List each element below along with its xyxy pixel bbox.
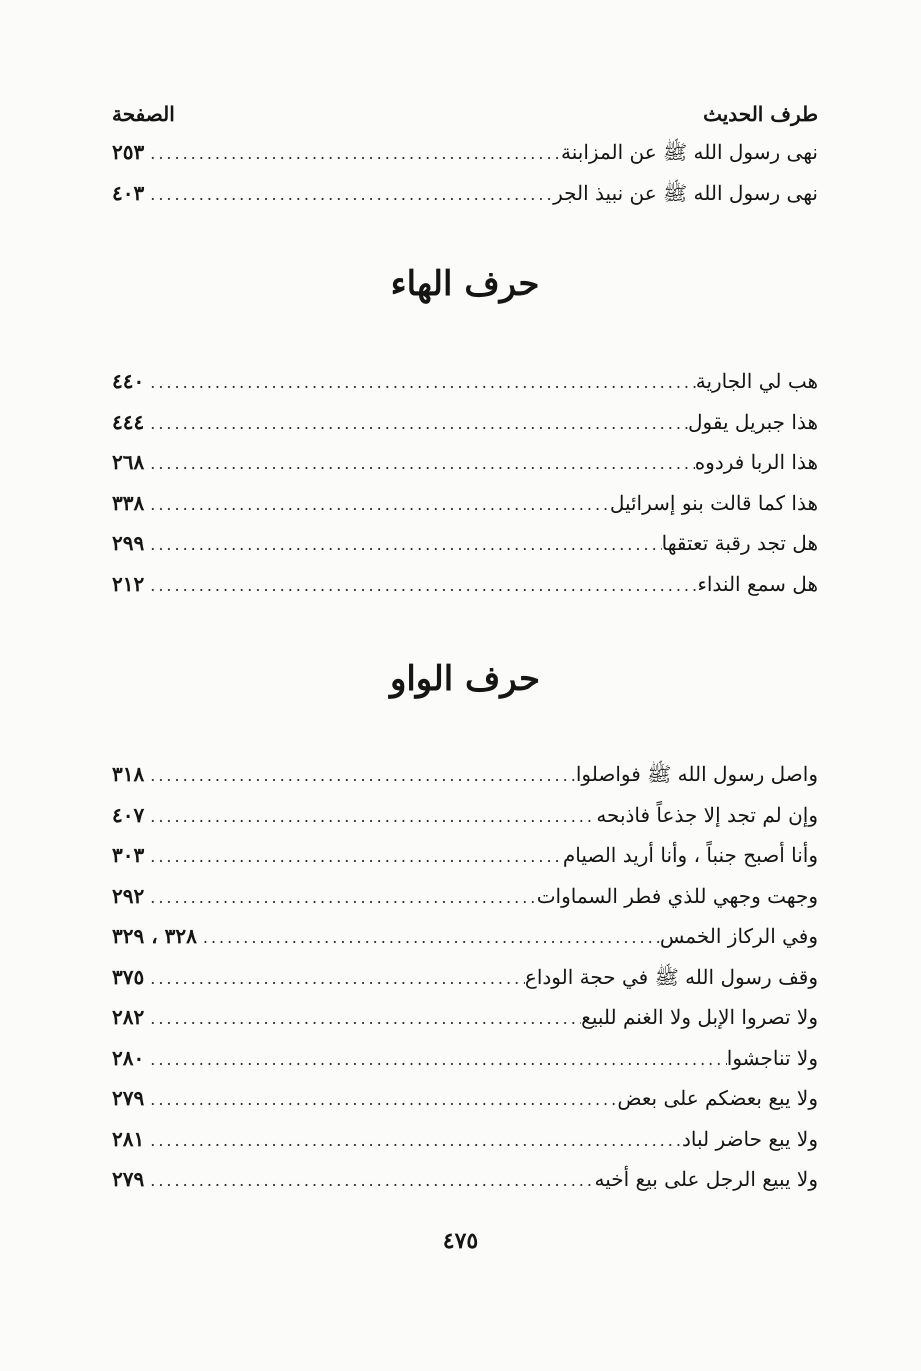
- hadith-text: نهى رسول الله ﷺ عن نبيذ الجر: [553, 180, 818, 205]
- section-title-ha: حرف الهاء: [390, 264, 540, 304]
- list-item: [112, 916, 818, 957]
- page-ref: ٤٠٧: [112, 802, 145, 827]
- list-item: [112, 835, 818, 876]
- hadith-text: وإن لم تجد إلا جذعاً فاذبحه: [596, 802, 818, 827]
- page-ref: ٣١٨: [112, 762, 145, 786]
- list-item: [112, 523, 818, 564]
- leader-dots: [144, 134, 561, 175]
- top-entries-list: [112, 132, 818, 213]
- list-item: [112, 173, 818, 214]
- hadith-text: وجهت وجهي للذي فطر السماوات: [536, 883, 818, 908]
- page-ref: ٤٤٤: [112, 409, 145, 434]
- hadith-text: ولا يبع بعضكم على بعض: [617, 1086, 818, 1110]
- leader-dots: [144, 1080, 617, 1121]
- page-ref: ٢٨١: [112, 1126, 145, 1151]
- page-ref: ٢٨٠: [112, 1045, 145, 1070]
- list-item: [112, 564, 818, 605]
- leader-dots: [144, 999, 581, 1040]
- list-item: [112, 957, 818, 998]
- page-ref: ٢١٢: [112, 571, 145, 596]
- hadith-text: هل سمع النداء: [697, 571, 818, 596]
- page-ref: ٢٩٢: [112, 883, 145, 908]
- page-ref: ٤٤٠: [112, 369, 145, 393]
- list-item: [112, 1078, 818, 1119]
- list-item: [112, 876, 818, 917]
- hadith-text: هذا جبريل يقول: [687, 409, 818, 434]
- leader-dots: [144, 485, 610, 526]
- leader-dots: [197, 918, 660, 959]
- leader-dots: [144, 444, 694, 485]
- list-item: [112, 754, 818, 795]
- list-item: [112, 1038, 818, 1079]
- section-ha-list: [112, 361, 818, 604]
- list-item: [112, 402, 818, 443]
- hadith-text: وفي الركاز الخمس: [659, 924, 818, 948]
- list-item: [112, 361, 818, 402]
- page-ref: ٢٩٩: [112, 531, 145, 555]
- leader-dots: [144, 175, 553, 216]
- hadith-text: هذا كما قالت بنو إسرائيل: [609, 490, 818, 515]
- leader-dots: [144, 566, 697, 607]
- hadith-text: وأنا أصبح جنباً ، وأنا أريد الصيام: [562, 843, 818, 867]
- list-item: [112, 483, 818, 524]
- page-ref: ٣٢٨ ، ٣٢٩: [112, 924, 197, 948]
- hadith-text: واصل رسول الله ﷺ فواصلوا: [575, 762, 818, 786]
- leader-dots: [144, 959, 525, 1000]
- list-item: [112, 997, 818, 1038]
- header-hadith-label: طرف الحديث: [703, 102, 818, 126]
- page-ref: ٣٠٣: [112, 843, 145, 867]
- leader-dots: [144, 1040, 727, 1081]
- page-number: ٤٧٥: [442, 1228, 479, 1254]
- leader-dots: [144, 878, 536, 919]
- header-page-label: الصفحة: [112, 102, 175, 126]
- page-ref: ٢٦٨: [112, 450, 145, 474]
- hadith-text: وقف رسول الله ﷺ في حجة الوداع: [524, 964, 818, 989]
- page-ref: ٢٧٩: [112, 1086, 145, 1110]
- list-item: [112, 795, 818, 836]
- hadith-text: هذا الربا فردوه: [694, 450, 818, 474]
- list-item: [112, 1119, 818, 1160]
- leader-dots: [144, 1121, 682, 1162]
- leader-dots: [144, 525, 661, 566]
- page-ref: ٣٧٥: [112, 964, 145, 989]
- leader-dots: [144, 404, 688, 445]
- section-title-waw: حرف الواو: [389, 659, 541, 699]
- page-ref: ٤٠٣: [112, 180, 145, 205]
- list-item: [112, 1159, 818, 1200]
- page-ref: ٣٣٨: [112, 490, 145, 515]
- leader-dots: [144, 1161, 594, 1202]
- leader-dots: [144, 837, 563, 878]
- page-ref: ٢٨٢: [112, 1005, 145, 1029]
- page-ref: ٢٥٣: [112, 140, 145, 164]
- hadith-text: ولا تناجشوا: [726, 1045, 818, 1070]
- hadith-text: ولا يبيع الرجل على بيع أخيه: [594, 1167, 818, 1191]
- page-ref: ٢٧٩: [112, 1167, 145, 1191]
- leader-dots: [144, 797, 596, 838]
- hadith-text: هب لي الجارية: [695, 369, 818, 393]
- list-item: [112, 442, 818, 483]
- hadith-text: ولا تصروا الإبل ولا الغنم للبيع: [581, 1005, 818, 1029]
- leader-dots: [144, 756, 576, 797]
- leader-dots: [144, 363, 696, 404]
- list-item: [112, 132, 818, 173]
- hadith-text: نهى رسول الله ﷺ عن المزابنة: [561, 140, 818, 164]
- index-page: [112, 96, 818, 1200]
- column-header: [112, 96, 818, 132]
- hadith-text: ولا يبع حاضر لباد: [682, 1126, 818, 1151]
- hadith-text: هل تجد رقبة تعتقها: [661, 531, 818, 555]
- section-waw-list: [112, 754, 818, 1200]
